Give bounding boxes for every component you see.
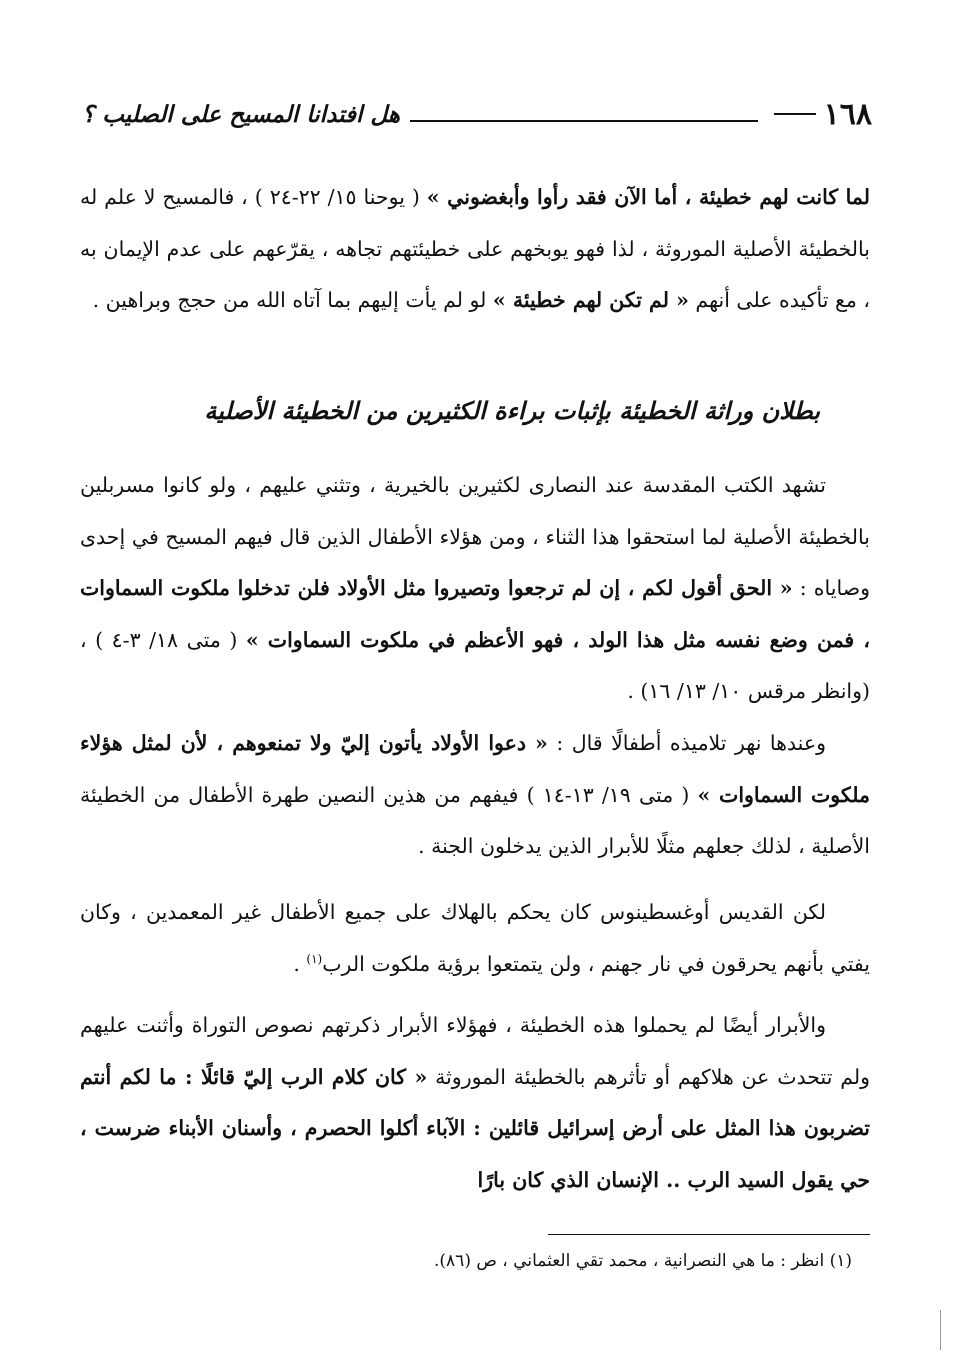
paragraph-4 [80, 887, 870, 990]
header-rule-short [774, 113, 816, 115]
body-text: والأبرار أيضًا لم يحملوا هذه الخطيئة ، فهؤلاء الأبرار ذكرتهم نصوص التوراة وأثنت عليهم ولم تتحدث عن هلاكهم أو تأثرهم بالخطيئة الموروثة [80, 1013, 871, 1089]
footnote-divider [548, 1234, 870, 1235]
scan-margin-line [940, 1310, 941, 1350]
quote-bold: « لم تكن لهم خطيئة » [492, 288, 689, 312]
paragraph-3 [80, 718, 870, 873]
running-title: هل افتدانا المسيح على الصليب ؟ [82, 100, 400, 128]
quote-bold: لما كانت لهم خطيئة ، أما الآن فقد رأوا وأبغضوني » [426, 185, 870, 209]
header-rule-long [410, 120, 758, 122]
body-text: لو لم يأت إليهم بما آتاه الله من حجج وبراهين . [92, 288, 493, 312]
running-header [82, 92, 872, 136]
body-text: تشهد الكتب المقدسة عند النصارى لكثيرين بالخيرية ، وتثني عليهم ، ولو كانوا مسربلين بالخطيئة الأصلية لما استحقوا هذا الثناء ، ومن هؤلاء الأطفال الذين قال فيهم المسيح في إحدى وصاياه : [80, 473, 870, 600]
quote-bold: « الحق أقول لكم ، إن لم ترجعوا وتصيروا مثل الأولاد فلن تدخلوا ملكوت السماوات ، فمن وضع نفسه مثل هذا الولد ، فهو الأعظم في ملكوت السماوات » [80, 576, 870, 652]
quote-bold: « كان كلام الرب إليّ قائلًا : ما لكم أنتم تضربون هذا المثل على أرض إسرائيل قائلين : الآباء أكلوا الحصرم ، وأسنان الأبناء ضرست ، حي يقول السيد الرب .. الإنسان الذي كان بارًا [80, 1064, 870, 1192]
paragraph-1 [80, 172, 870, 327]
body-text: ( متى ١٨/ ٣-٤ ) ، (وانظر مرقس ١٠/ ١٣/ ١٦) . [80, 627, 870, 703]
quote-bold: « دعوا الأولاد يأتون إليّ ولا تمنعوهم ، لأن لمثل هؤلاء ملكوت السماوات » [80, 731, 870, 807]
paragraph-5 [80, 1000, 870, 1206]
body-text: لكن القديس أوغسطينوس كان يحكم بالهلاك على جميع الأطفال غير المعمدين ، وكان يفتي بأنهم يحرقون في نار جهنم ، ولن يتمتعوا برؤية ملكوت الرب [80, 900, 870, 976]
body-text: . [293, 951, 307, 976]
body-text: ( متى ١٩/ ١٣-١٤ ) فيفهم من هذين النصين طهرة الأطفال من الخطيئة الأصلية ، لذلك جعلهم مثلًا للأبرار الذين يدخلون الجنة . [80, 782, 870, 858]
body-text: ( يوحنا ١٥/ ٢٢-٢٤ ) ، فالمسيح لا علم له بالخطيئة الأصلية الموروثة ، لذا فهو يوبخهم على خطيئتهم تجاهه ، يقرّعهم على عدم الإيمان به ، مع تأكيده على أنهم [80, 185, 870, 312]
body-text: وعندها نهر تلاميذه أطفالًا قال : [547, 731, 826, 755]
section-heading: بطلان وراثة الخطيئة بإثبات براءة الكثيرين من الخطيئة الأصلية [204, 396, 820, 425]
footnote: (١) انظر : ما هي النصرانية ، محمد تقي العثماني ، ص (٨٦). [434, 1251, 852, 1271]
footnote-reference[interactable]: (١) [306, 951, 323, 966]
page-number: ١٦٨ [823, 96, 872, 132]
paragraph-2 [80, 460, 870, 718]
